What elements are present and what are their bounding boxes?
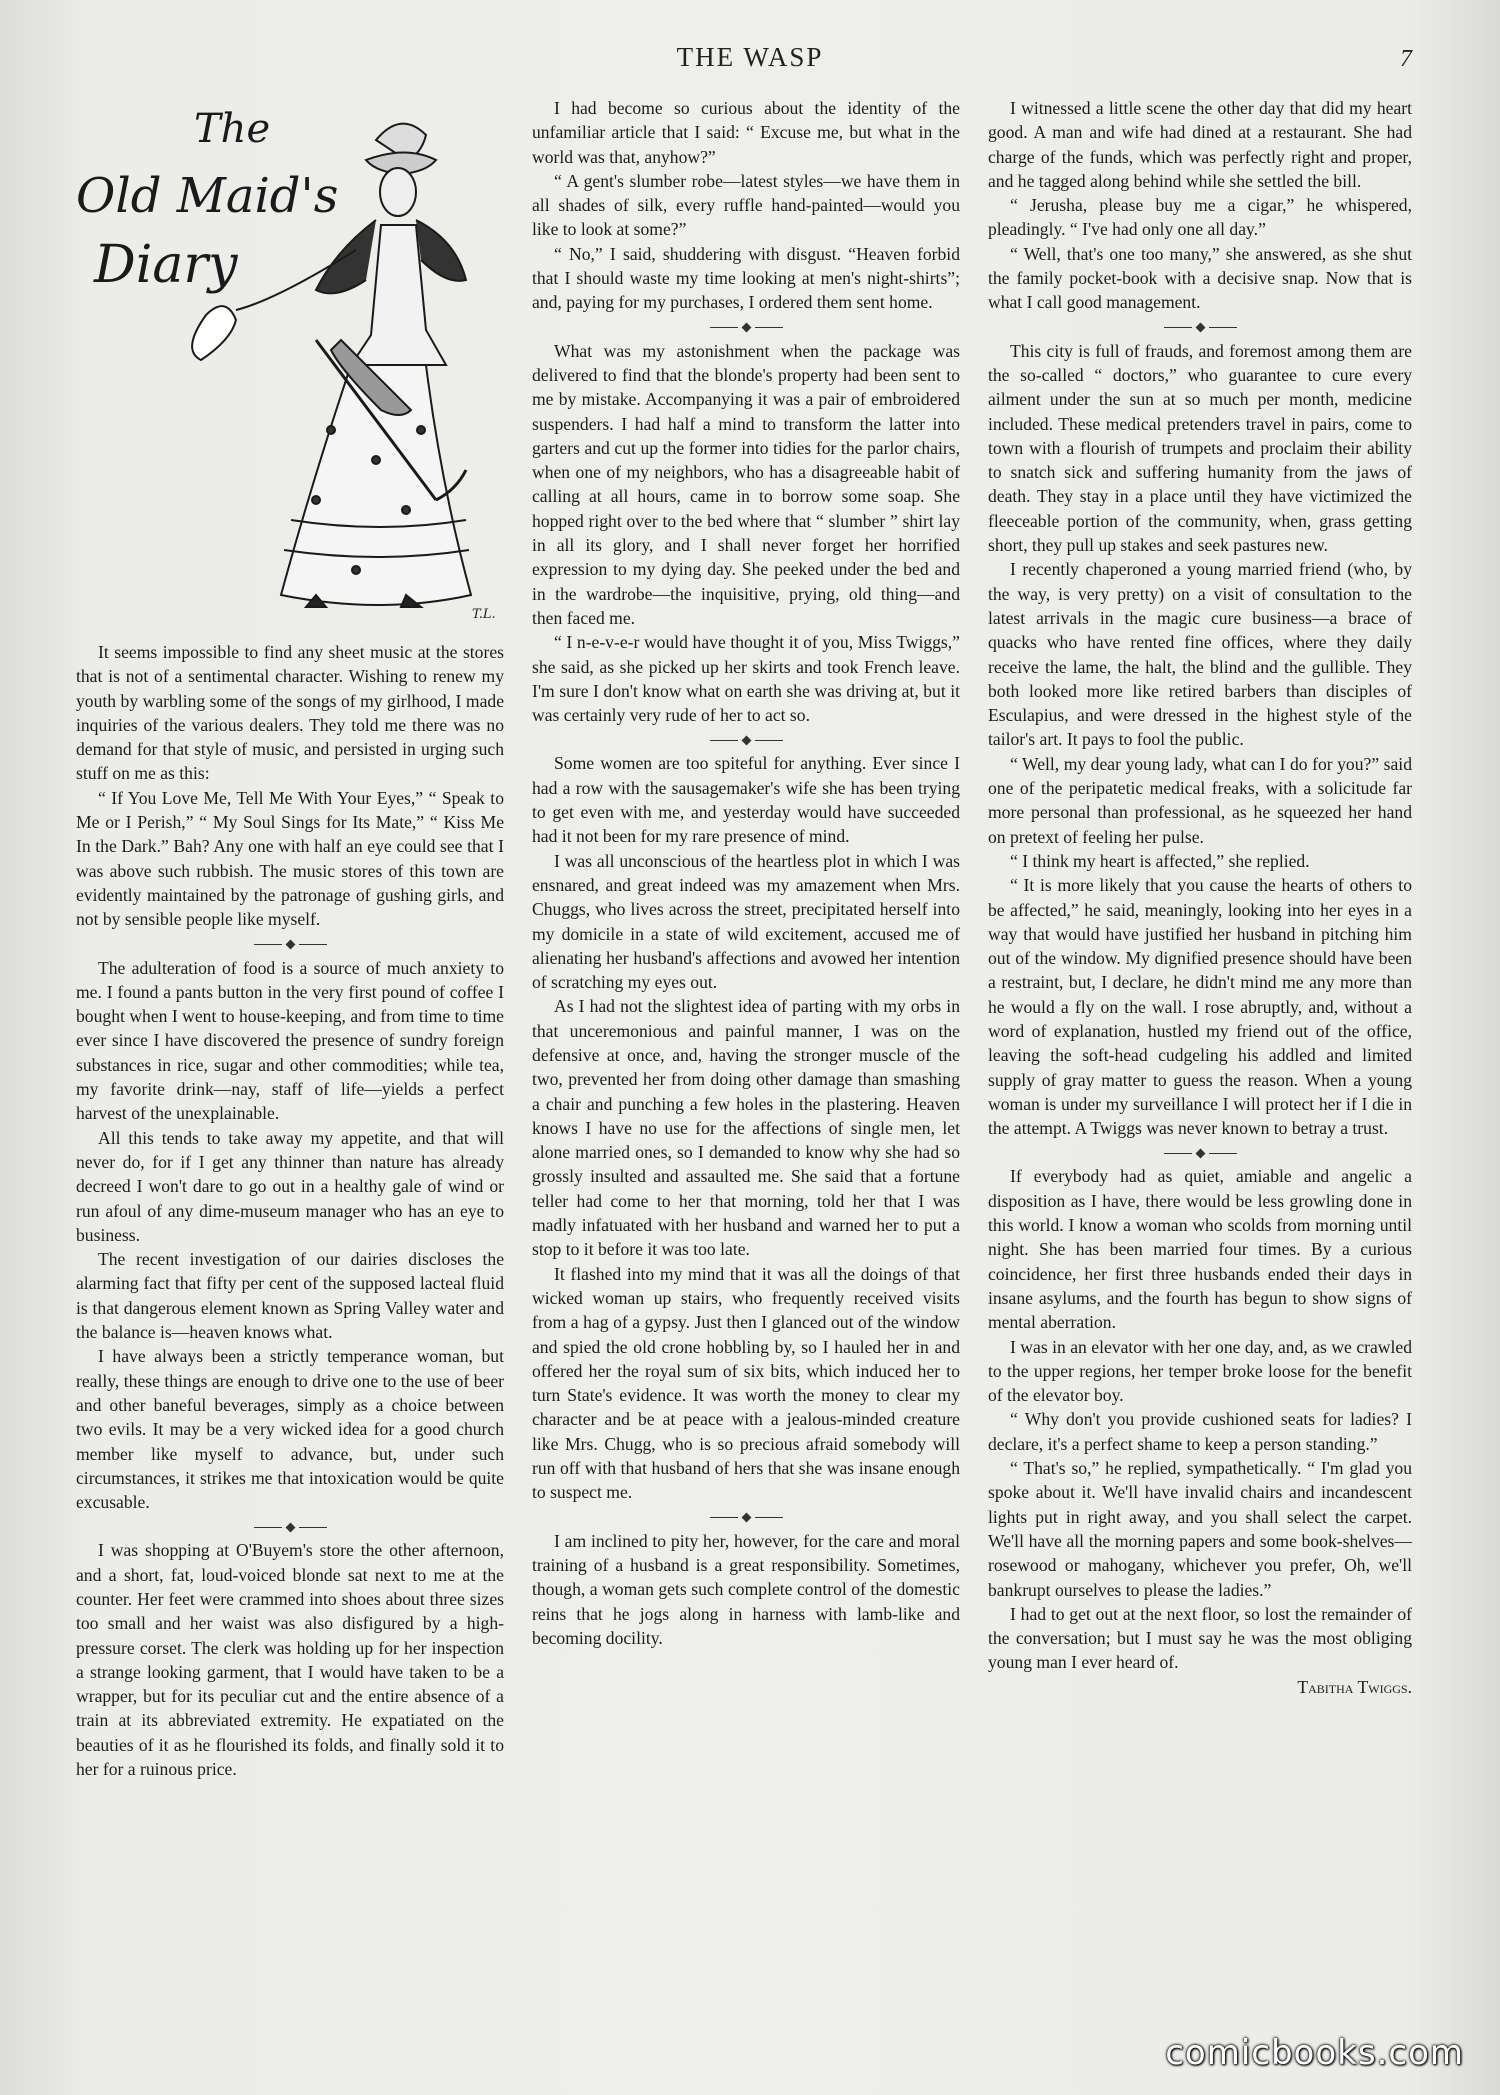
section-divider [988, 315, 1412, 339]
paragraph: I had to get out at the next floor, so lost the remainder of the conversation; but I must say he was the most obliging young man I ever heard of. [988, 1603, 1412, 1673]
paragraph: “ Jerusha, please buy me a cigar,” he whispered, pleadingly. “ I've had only one all day.” [988, 195, 1412, 240]
paragraph: “ I think my heart is affected,” she replied. [1010, 850, 1310, 871]
running-head: THE WASP [676, 42, 824, 72]
paragraph: All this tends to take away my appetite, and that will never do, for if I get any thinner than nature has already decreed I won't dare to go out in a healthy gale of wind or run afoul of any dime-museum manager who has an eye to business. [76, 1127, 504, 1245]
paragraph: It seems impossible to find any sheet music at the stores that is not of a sentimental character. Wishing to renew my youth by warbling some of the songs of my girlhood, I made inquiries of the various dealers. They told me there was no demand for that style of music, and persisted in urging such stuff on me as this: [76, 642, 504, 784]
paragraph: I witnessed a little scene the other day that did my heart good. A man and wife had dined at a restaurant. She had charge of the funds, which was perfectly right and proper, and he tagged along behind while she settled the bill. [988, 98, 1412, 191]
column-2 [532, 96, 960, 1650]
section-divider [532, 727, 960, 751]
old-maid-illustration [76, 100, 506, 630]
section-divider [76, 932, 504, 956]
column-3 [988, 96, 1412, 1699]
author-signature: Tabitha Twiggs. [1297, 1676, 1412, 1697]
column-1 [76, 640, 504, 1781]
watermark: comicbooks.com [1165, 2033, 1464, 2073]
paragraph: As I had not the slightest idea of parting with my orbs in that unceremonious and painful manner, I was on the defensive at once, and, having the stronger muscle of the two, prevented her from doing other damage than smashing a chair and punching a few holes in the plastering. Heaven knows I have no use for the affections of single men, let alone married ones, so I demanded to know why she had so grossly insulted and assaulted me. She said that a fortune teller had come to her that morning, told her that I was madly infatuated with her husband and warned her to put a stop to it before it was too late. [532, 996, 960, 1260]
illustration-title-old-maids: Old Maid's [76, 168, 339, 224]
illustration-title-diary: Diary [94, 235, 238, 295]
section-divider [532, 315, 960, 339]
page-number: 7 [1400, 46, 1412, 72]
paragraph: I have always been a strictly temperance woman, but really, these things are enough to drive one to the use of beer and other baneful beverages, simply as a choice between two evils. It may be a very wicked idea for a good church member like myself to advance, but, under such circumstances, it strikes me that intoxication would be quite excusable. [76, 1346, 504, 1513]
section-divider [76, 1514, 504, 1538]
paragraph: Some women are too spiteful for anything. Ever since I had a row with the sausagemaker's wife she has been trying to get even with me, and yesterday would have succeeded had it not been for my rare presence of mind. [532, 753, 960, 847]
paragraph: The adulteration of food is a source of much anxiety to me. I found a pants button in the very first pound of coffee I bought when I went to house-keeping, and from time to time ever since I have discovered the presence of sundry foreign substances in rice, sugar and other commodities; while tea, my favorite drink—nay, staff of life—yields a perfect harvest of the unexplainable. [76, 957, 504, 1124]
paragraph: “ Well, my dear young lady, what can I do for you?” said one of the peripatetic medical freaks, with a solicitude far more personal than professional, as he squeezed her hand on pretext of feeling her pulse. [988, 753, 1412, 847]
paragraph: I was in an elevator with her one day, and, as we crawled to the upper regions, her temper broke loose for the benefit of the elevator boy. [988, 1336, 1412, 1406]
paragraph: I had become so curious about the identity of the unfamiliar article that I said: “ Excuse me, but what in the world was that, anyhow?” [532, 98, 960, 167]
paragraph: It flashed into my mind that it was all the doings of that wicked woman up stairs, who frequently received visits from a hag of a gypsy. Just then I glanced out of the window and spied the old crone hobbling by, so I hauled her in and offered her the royal sum of six bits, which induced her to turn State's evidence. It was worth the money to clear my character and be at peace with a jealous-minded creature like Mrs. Chugg, who is so precious afraid somebody will run off with that husband of hers that she was insane enough to suspect me. [532, 1263, 960, 1503]
paragraph: I was shopping at O'Buyem's store the other afternoon, and a short, fat, loud-voiced blonde sat next to me at the counter. Her feet were crammed into shoes about three sizes too small and her waist was also disfigured by a high-pressure corset. The clerk was holding up for her inspection a strange looking garment, that I would have taken to be a wrapper, but for its peculiar cut and the entire absence of a train at its abbreviated extremity. He expatiated on the beauties of it as he flourished its folds, and finally sold it to her for a ruinous price. [76, 1540, 504, 1780]
paragraph: What was my astonishment when the package was delivered to find that the blonde's property had been sent to me by mistake. Accompanying it was a pair of embroidered suspenders. I had half a mind to transform the latter into garters and cut up the former into tidies for the parlor chairs, when one of my neighbors, who has a disagreeable habit of calling at all hours, came in to borrow some soap. She hopped right over to the bed where that “ slumber ” shirt lay in all its glory, and I shall never forget her horrified expression to my dying day. She peeked under the bed and in the wardrobe—the inquisitive, prying, old thing—and then faced me. [532, 340, 960, 628]
paragraph: “ Why don't you provide cushioned seats for ladies? I declare, it's a perfect shame to keep a person standing.” [988, 1409, 1412, 1454]
paragraph: I am inclined to pity her, however, for the care and moral training of a husband is a great responsibility. Sometimes, though, a woman gets such complete control of the domestic reins that he jogs along in harness with lamb-like and becoming docility. [532, 1530, 960, 1648]
paragraph: The recent investigation of our dairies discloses the alarming fact that fifty per cent of the supposed lacteal fluid is that dangerous element known as Spring Valley water and the balance is—heaven knows what. [76, 1249, 504, 1343]
paragraph: “ A gent's slumber robe—latest styles—we have them in all shades of silk, every ruffle hand-painted—would you like to look at some?” [532, 170, 960, 240]
section-divider [988, 1140, 1412, 1164]
paragraph: “ Well, that's one too many,” she answered, as she shut the family pocket-book with a decisive snap. Now that is what I call good management. [988, 243, 1412, 313]
illustrator-signature: T.L. [472, 607, 496, 622]
illustration-title-the: The [194, 106, 271, 152]
section-divider [532, 1505, 960, 1529]
paragraph: I was all unconscious of the heartless plot in which I was ensnared, and great indeed was my amazement when Mrs. Chuggs, who lives across the street, precipitated herself into my domicile in a state of wild excitement, accused me of alienating her husband's affections and avowed her intention of scratching my eyes out. [532, 850, 960, 993]
paragraph: “ If You Love Me, Tell Me With Your Eyes,” “ Speak to Me or I Perish,” “ My Soul Sings for Its Mate,” “ Kiss Me In the Dark.” Bah? Any one with half an eye could see that I was above such rubbish. The music stores of this town are evidently maintained by the patronage of gushing girls, and not by sensible people like myself. [76, 787, 504, 930]
paragraph: “ I n-e-v-e-r would have thought it of you, Miss Twiggs,” she said, as she picked up her skirts and took French leave. I'm sure I don't know what on earth she was driving at, but it was certainly very rude of her to act so. [532, 632, 960, 726]
paragraph: “ No,” I said, shuddering with disgust. “Heaven forbid that I should waste my time looking at men's night-shirts”; and, paying for my purchases, I ordered them sent home. [532, 243, 960, 313]
paragraph: “ It is more likely that you cause the hearts of others to be affected,” he said, meaningly, looking into her eyes in a way that would have justified her husband in pitching him out of the window. My dignified presence should have been a restraint, but, I declare, he didn't mind me any more than he would a fly on the wall. I rose abruptly, and, without a word of explanation, hustled my friend out of the office, leaving the soft-head cudgeling his addled and limited supply of gray matter to guess the reason. When a young woman is under my surveillance I will protect her if I die in the attempt. A Twiggs was never known to betray a trust. [988, 875, 1412, 1139]
paragraph: “ That's so,” he replied, sympathetically. “ I'm glad you spoke about it. We'll have invalid chairs and incandescent lights put in right away, and you shall select the carpet. We'll have all the morning papers and some book-shelves—rosewood or mahogany, whichever you prefer, Oh, we'll bankrupt ourselves to please the ladies.” [988, 1458, 1412, 1600]
paragraph: I recently chaperoned a young married friend (who, by the way, is very pretty) on a visit of consultation to the latest arrivals in the magic cure business—a brace of quacks who have rented fine offices, where they daily receive the lame, the halt, the blind and the gullible. They both looked more like retired barbers than disciples of Esculapius, and were dressed in the highest style of the tailor's art. It pays to fool the public. [988, 559, 1412, 750]
paragraph: This city is full of frauds, and foremost among them are the so-called “ doctors,” who guarantee to cure every ailment under the sun at so much per month, medicine included. These medical pretenders travel in pairs, come to town with a flourish of trumpets and proclaim their ability to snatch sick and suffering humanity from the jaws of death. They stay in a place until they have victimized the fleeceable portion of the community, when, grass getting short, they pull up stakes and seek pastures new. [988, 340, 1412, 556]
paragraph: If everybody had as quiet, amiable and angelic a disposition as I have, there would be less growling done in this world. I know a woman who scolds from morning until night. She has been married four times. By a curious coincidence, her first three husbands ended their days in insane asylums, and the fourth has begun to show signs of mental aberration. [988, 1166, 1412, 1333]
